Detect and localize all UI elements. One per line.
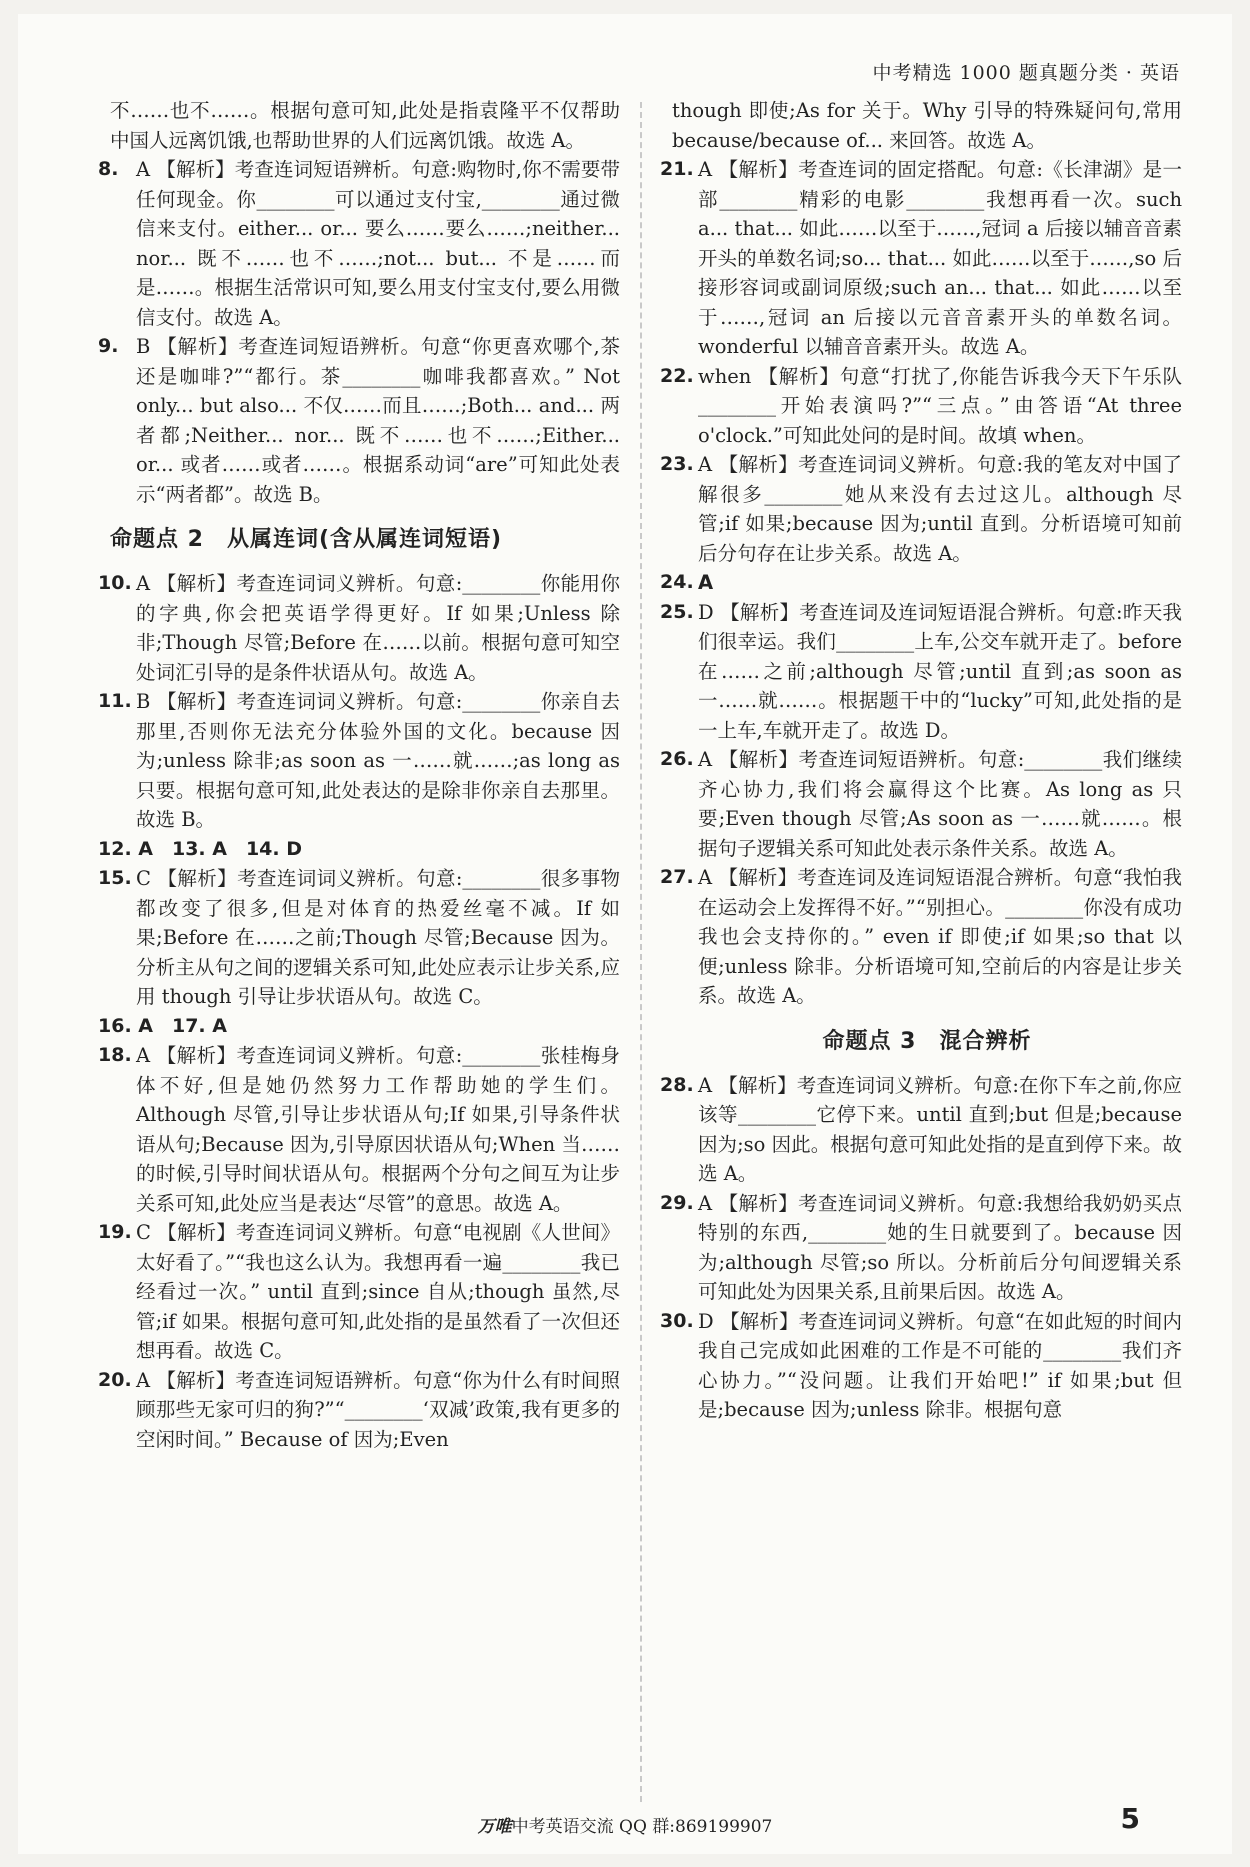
answer-item: 18. A 【解析】考查连词词义辨析。句意:________张桂梅身体不好,但是她仍然努力工作帮助她的学生们。Although 尽管,引导让步状语从句;If 如果,引导条件状语从句;Because 因为,引导原因状语从句;When 当……的时候,引导时间状语从句。根据两个分句之间互为让步关系可知,此处应当是表达“尽管”的意思。故选 A。 (98, 1044, 620, 1215)
section-heading-3: 命题点 3 混合辨析 (822, 1028, 1032, 1054)
answer-item: 23. A 【解析】考查连词词义辨析。句意:我的笔友对中国了解很多________她从来没有去过这儿。although 尽管;if 如果;because 因为;until 直到。分析语境可知前后分句存在让步关系。故选 A。 (660, 453, 1182, 565)
short-answers: 16. A 17. A (98, 1014, 227, 1037)
right-column (660, 96, 1182, 1425)
footer (18, 1812, 1232, 1837)
left-column (98, 96, 620, 1454)
answer-item: 29. A 【解析】考查连词词义辨析。句意:我想给我奶奶买点特别的东西,________她的生日就要到了。because 因为;although 尽管;so 所以。分析前后分句间逻辑关系可知此处为因果关系,且前果后因。故选 A。 (660, 1191, 1182, 1303)
continuation-text: 不……也不……。根据句意可知,此处是指袁隆平不仅帮助中国人远离饥饿,也帮助世界的人们远离饥饿。故选 A。 (110, 99, 620, 152)
answer-item: 28. A 【解析】考查连词词义辨析。句意:在你下车之前,你应该等________它停下来。until 直到;but 但是;because 因为;so 因此。根据句意可知此处指的是直到停下来。故选 A。 (660, 1073, 1182, 1185)
answer-item: 22. when 【解析】句意“打扰了,你能告诉我今天下午乐队________开始表演吗?”“三点。”由答语“At three o'clock.”可知此处问的是时间。故填 when。 (660, 364, 1182, 447)
answer-item: 21. A 【解析】考查连词的固定搭配。句意:《长津湖》是一部________精彩的电影________我想再看一次。such a... that... 如此……以至于……,冠词 a 后接以辅音音素开头的单数名词;so... that... 如此……以至于……,so 后接形容词或副词原级;such an... that... 如此……以至于……,冠词 an 后接以元音音素开头的单数名词。wonderful 以辅音音素开头。故选 A。 (660, 158, 1182, 358)
continuation-text: though 即使;As for 关于。Why 引导的特殊疑问句,常用 because/because of... 来回答。故选 A。 (672, 99, 1182, 152)
column-divider (640, 102, 642, 1802)
section-heading-2: 命题点 2 从属连词(含从属连词短语) (110, 527, 503, 552)
answer-item: 11. B 【解析】考查连词词义辨析。句意:________你亲自去那里,否则你无法充分体验外国的文化。because 因为;unless 除非;as soon as 一……就……;as long as 只要。根据句意可知,此处表达的是除非你亲自去那里。故选 B。 (98, 690, 620, 831)
answer-item: 8. A 【解析】考查连词短语辨析。句意:购物时,你不需要带任何现金。你________可以通过支付宝,________通过微信来支付。either... or... 要么……要么……;neither... nor... 既不……也不……;not... but... 不是……而是……。根据生活常识可知,要么用支付宝支付,要么用微信支付。故选 A。 (98, 158, 620, 329)
brand-logo: 万唯 (477, 1817, 512, 1837)
running-header: 中考精选 1000 题真题分类 · 英语 (872, 62, 1180, 84)
answer-item: 26. A 【解析】考查连词短语辨析。句意:________我们继续齐心协力,我们将会赢得这个比赛。As long as 只要;Even though 尽管;As soon as 一……就……。根据句子逻辑关系可知此处表示条件关系。故选 A。 (660, 748, 1182, 860)
answer-item: 25. D 【解析】考查连词及连词短语混合辨析。句意:昨天我们很幸运。我们________上车,公交车就开走了。before 在……之前;although 尽管;until 直到;as soon as 一……就……。根据题干中的“lucky”可知,此处指的是一上车,车就开走了。故选 D。 (660, 600, 1182, 742)
answer-item: 10. A 【解析】考查连词词义辨析。句意:________你能用你的字典,你会把英语学得更好。If 如果;Unless 除非;Though 尽管;Before 在……以前。根据句意可知空处词汇引导的是条件状语从句。故选 A。 (98, 572, 620, 684)
items-group-a (98, 155, 620, 509)
page (18, 14, 1232, 1854)
answer-item: 9. B 【解析】考查连词短语辨析。句意“你更喜欢哪个,茶还是咖啡?”“都行。茶________咖啡我都喜欢。” Not only... but also... 不仅……而且……;Both... and... 两者都;Neither... nor... 既不……也不……;Either... or... 或者……或者……。根据系动词“are”可知此处表示“两者都”。故选 B。 (98, 335, 620, 506)
answer-item: 30. D 【解析】考查连词词义辨析。句意“在如此短的时间内我自己完成如此困难的工作是不可能的________我们齐心协力。”“没问题。让我们开始吧!” if 如果;but 但是;because 因为;unless 除非。根据句意 (660, 1309, 1182, 1421)
answer-item: 20. A 【解析】考查连词短语辨析。句意“你为什么有时间照顾那些无家可归的狗?”“________‘双减’政策,我有更多的空闲时间。” Because of 因为;Even (98, 1368, 620, 1451)
page-number: 5 (1120, 1802, 1140, 1835)
answer-item: 24. A (660, 571, 714, 594)
answer-item: 19. C 【解析】考查连词词义辨析。句意“电视剧《人世间》太好看了。”“我也这么认为。我想再看一遍________我已经看过一次。” until 直到;since 自从;though 虽然,尽管;if 如果。根据句意可知,此处指的是虽然看了一次但还想再看。故选 C。 (98, 1221, 620, 1362)
footer-text: 中考英语交流 QQ 群:869199907 (511, 1817, 773, 1837)
short-answers: 12. A 13. A 14. D (98, 837, 302, 860)
answer-item: 27. A 【解析】考查连词及连词短语混合辨析。句意“我怕我在运动会上发挥得不好。”“别担心。________你没有成功我也会支持你的。” even if 即使;if 如果;so that 以便;unless 除非。分析语境可知,空前后的内容是让步关系。故选 A。 (660, 866, 1182, 1007)
answer-item: 15. C 【解析】考查连词词义辨析。句意:________很多事物都改变了很多,但是对体育的热爱丝毫不减。If 如果;Before 在……之前;Though 尽管;Because 因为。分析主从句之间的逻辑关系可知,此处应表示让步关系,应用 though 引导让步状语从句。故选 C。 (98, 867, 620, 1008)
